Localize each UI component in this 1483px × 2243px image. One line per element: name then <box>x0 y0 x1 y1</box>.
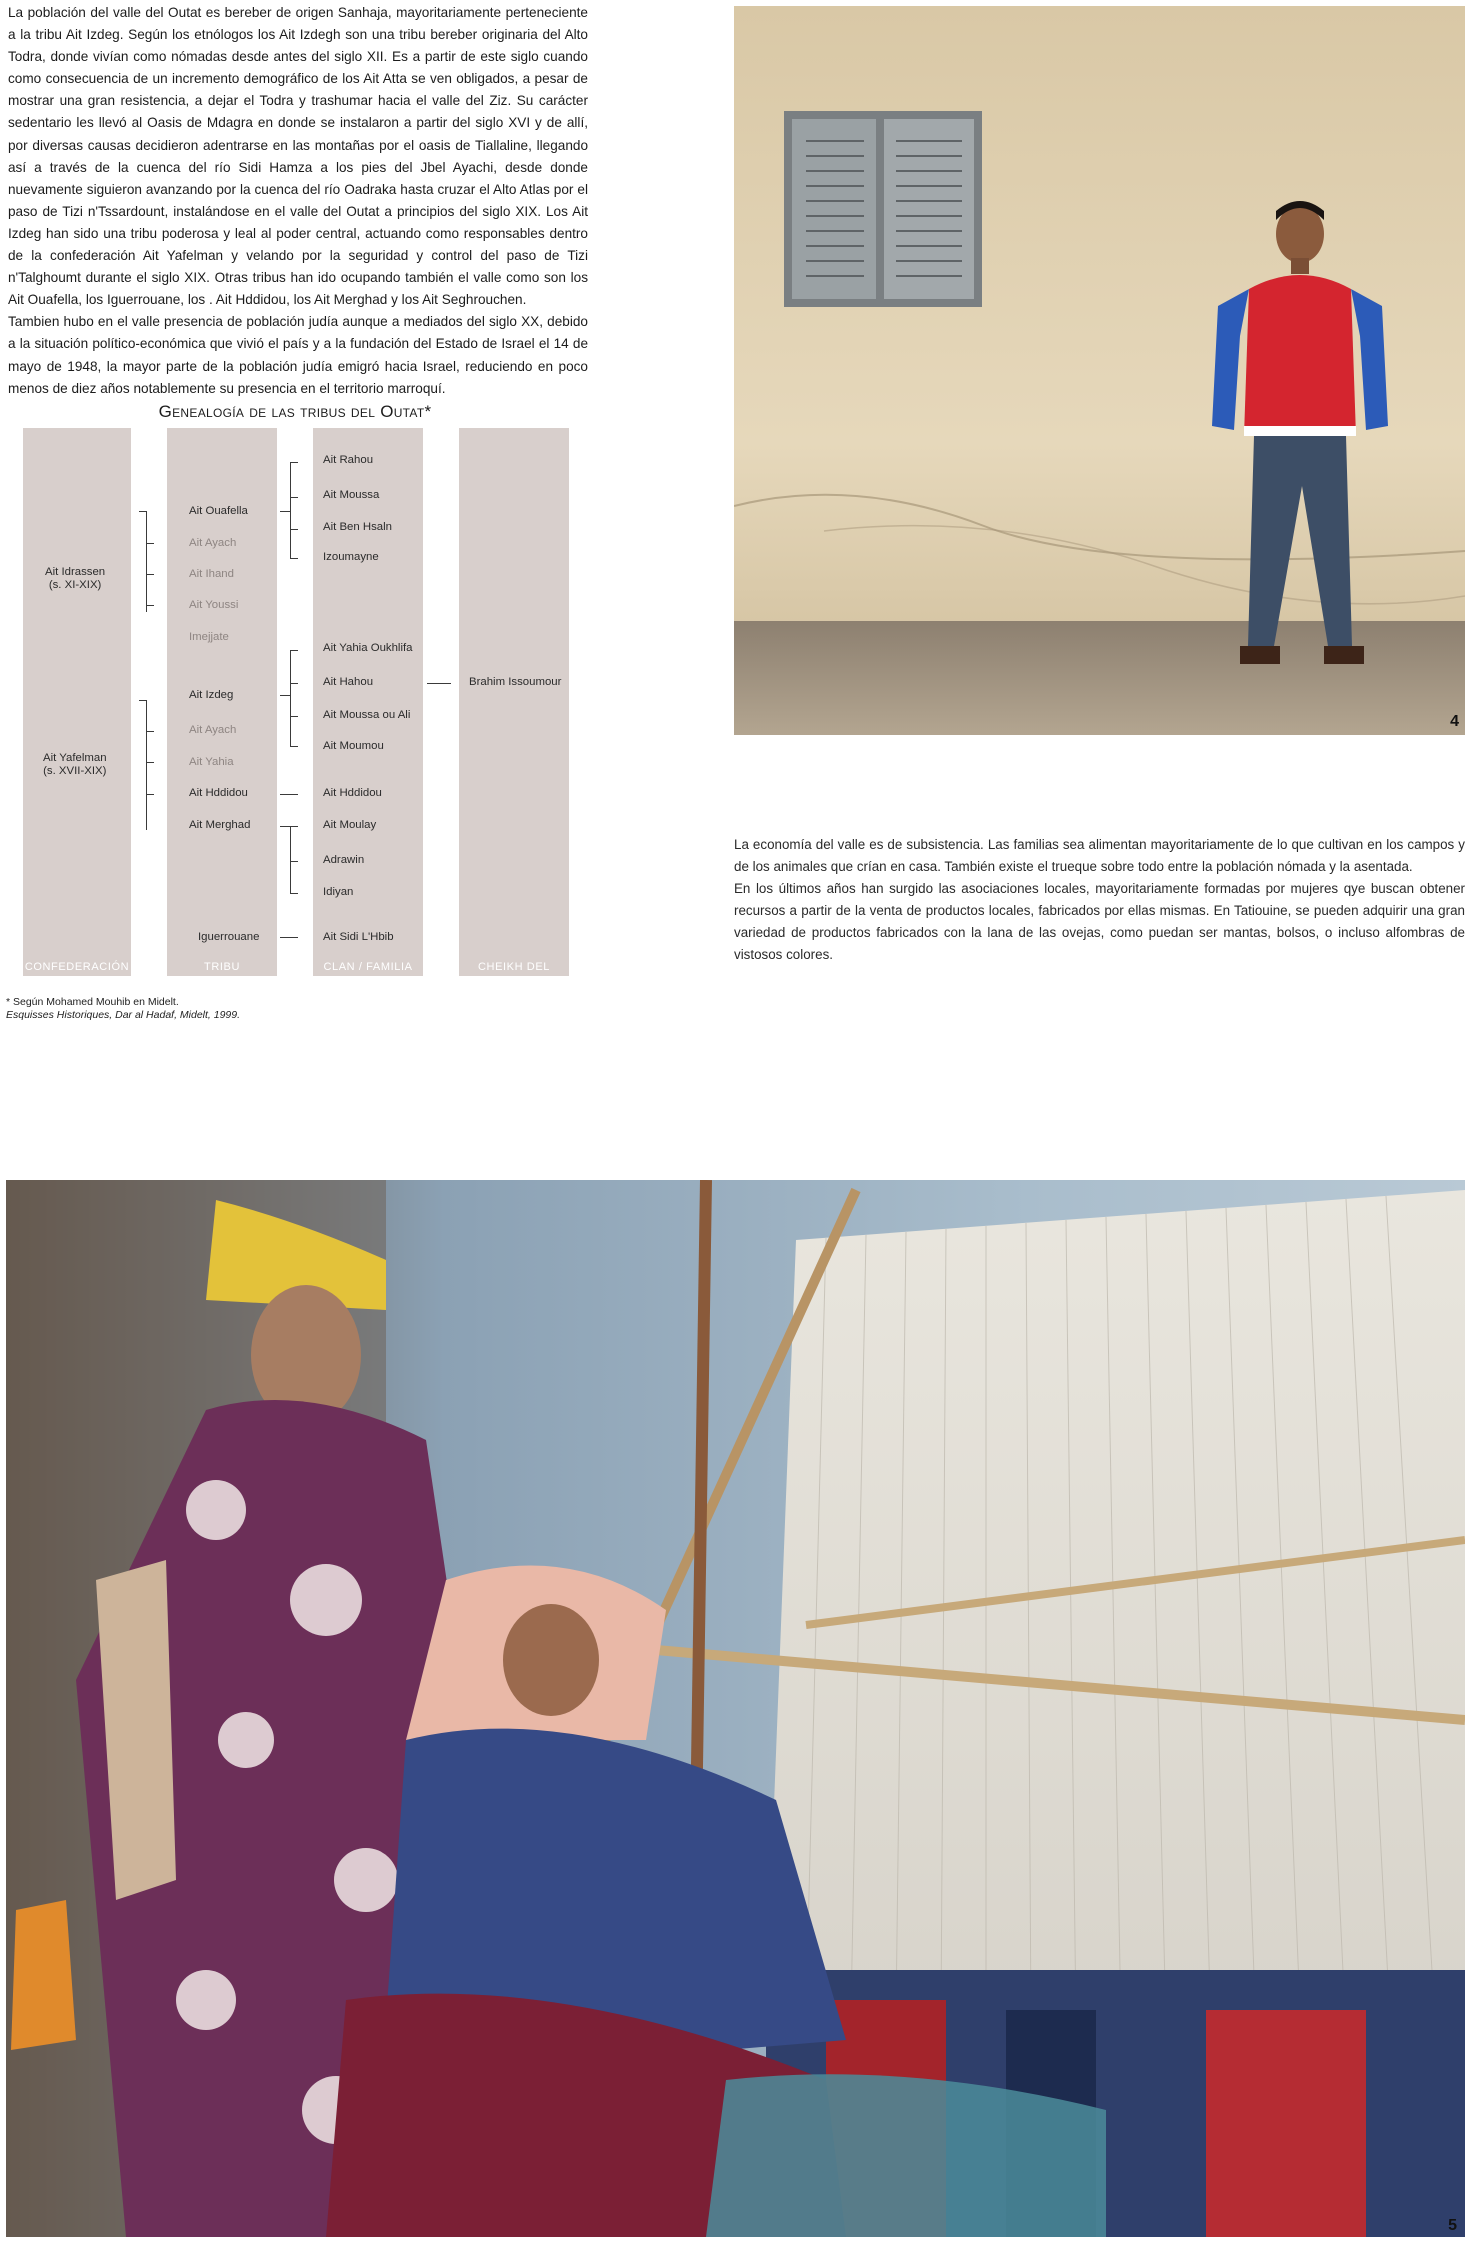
portrait-photo-image <box>734 6 1465 735</box>
intro-paragraph-1: La población del valle del Outat es bereber de origen Sanhaja, mayoritariamente perteneciente a la tribu Ait Izdeg. Según los etnólogos los Ait Izdegh son una tribu bereber originaria del Alto Todra, donde vivían como nómadas desde antes del siglo XII. Es a partir de este siglo cuando como consecuencia de un incremento demográfico de los Ait Atta se ven obligados, a pesar de mostrar una gran resistencia, a dejar el Todra y trashumar hacia el valle del Ziz. Su carácter sedentario les llevó al Oasis de Mdagra en donde se instalaron a partir del siglo XVI y de allí, por diversas causas decidieron adentrarse en las montañas por el oasis de Tiallaline, llegando así a través de la cuenca del río Sidi Hamza a los pies del Jbel Ayachi, desde donde nuevamente siguieron avanzando por la cuenca del río Oadraka hasta cruzar el Alto Atlas por el paso de Tizi n'Tssardount, instalándose en el valle del Outat a principios del siglo XIX. Los Ait Izdeg han sido una tribu poderosa y leal al poder central, actuando como responsables dentro de la confederación Ait Yafelman y velando por la seguridad y control del paso de Tizi n'Talghoumt durante el siglo XIX. Otras tribus han ido ocupando también el valle como son los Ait Ouafella, los Iguerrouane, los . Ait Hddidou, los Ait Merghad y los Ait Seghrouchen. <box>8 5 588 308</box>
footnote-line: * Según Mohamed Mouhib en Midelt. <box>6 996 179 1008</box>
connector-line <box>280 511 290 512</box>
weaving-photo <box>6 1180 1465 2237</box>
clan-item: Ait Hddidou <box>323 787 382 799</box>
column-label: CLAN / FAMILIA <box>323 961 413 973</box>
connector-line <box>290 497 298 498</box>
connector-line <box>290 893 298 894</box>
connector-line <box>290 861 298 862</box>
confederation-item: Ait Idrassen (s. XI-XIX) <box>45 566 106 591</box>
connector-line <box>290 826 291 893</box>
connector-line <box>427 683 451 684</box>
tribe-item: Ait Ayach <box>189 724 237 736</box>
connector-line <box>290 746 298 747</box>
portrait-photo <box>734 6 1465 735</box>
connector-line <box>290 683 298 684</box>
clan-item: Ait Yahia Oukhlifa <box>323 642 413 654</box>
clan-item: Ait Ben Hsaln <box>323 521 393 533</box>
connector-line <box>280 794 298 795</box>
connector-line <box>146 731 154 732</box>
tribe-item: Ait Ouafella <box>189 505 248 517</box>
economy-paragraph-1: La economía del valle es de subsistencia. Las familias sea alimentan mayoritariamente de lo que cultivan en los campos y de los animales que crían en casa. También existe el trueque sobre todo entre la población nómada y la asentada. <box>734 837 1465 874</box>
footnote-citation: Esquisses Historiques, Dar al Hadaf, Midelt, 1999. <box>6 1009 241 1021</box>
connector-line <box>290 650 298 651</box>
tribe-item: Ait Yahia <box>189 756 234 768</box>
clan-item: Ait Rahou <box>323 454 374 466</box>
connector-line <box>290 462 298 463</box>
intro-text <box>8 2 588 400</box>
page-number: 5 <box>1448 2217 1457 2234</box>
connector-line <box>146 762 154 763</box>
confederation-item: Ait Yafelman (s. XVII-XIX) <box>43 752 107 777</box>
connector-line <box>146 543 154 544</box>
connector-line <box>290 462 291 559</box>
connector-line <box>139 700 147 701</box>
column-label: CHEIKH DEL OUTAT <box>477 961 551 990</box>
clan-item: Adrawin <box>323 854 365 866</box>
clan-item: Idiyan <box>323 886 354 898</box>
connector-line <box>290 529 298 530</box>
clan-item: Ait Moumou <box>323 740 384 752</box>
economy-text <box>734 834 1465 966</box>
column-cheikh <box>459 428 569 990</box>
column-label: TRIBU <box>204 961 240 973</box>
clan-item: Ait Hahou <box>323 676 374 688</box>
connector-line <box>280 826 298 827</box>
clan-item: Ait Moussa <box>323 489 380 501</box>
connector-line <box>290 558 298 559</box>
column-label: CONFEDERACIÓN <box>24 961 130 973</box>
connector-line <box>290 716 298 717</box>
tribe-item: Ait Ihand <box>189 568 234 580</box>
connector-line <box>280 937 298 938</box>
clan-item: Izoumayne <box>323 551 379 563</box>
connector-line <box>146 605 154 606</box>
cheikh-item: Brahim Issoumour <box>469 676 562 688</box>
connector-line <box>146 511 147 612</box>
genealogy-title: Genealogía de las tribus del Outat* <box>158 402 432 421</box>
clan-item: Ait Moussa ou Ali <box>323 709 411 721</box>
page-number: 4 <box>1450 713 1459 730</box>
column-confederacion <box>23 428 131 976</box>
weaving-photo-image <box>6 1180 1465 2237</box>
economy-paragraph-2: En los últimos años han surgido las asociaciones locales, mayoritariamente formadas por mujeres qye buscan obtener recursos a partir de la venta de productos locales, fabricados por ellas mismas. En Tatiouine, se pueden adquirir una gran variedad de productos fabricados con la lana de las ovejas, como puedan ser mantas, bolsos, o incluso alfombras de vistosos colores. <box>734 881 1465 962</box>
tribe-item: Ait Ayach <box>189 537 237 549</box>
tribe-item: Imejjate <box>189 631 229 643</box>
connector-line <box>146 700 147 830</box>
clan-item: Ait Sidi L'Hbib <box>323 931 394 943</box>
genealogy-footnote <box>6 996 240 1022</box>
connector-line <box>146 574 154 575</box>
intro-paragraph-2: Tambien hubo en el valle presencia de población judía aunque a mediados del siglo XX, debido a la situación político-económica que vivió el país y a la fundación del Estado de Israel el 14 de mayo de 1948, la mayor parte de la población judía emigró hacia Israel, reduciendo en poco menos de diez años notablemente su presencia en el territorio marroquí. <box>8 314 588 396</box>
tribe-item: Ait Hddidou <box>189 787 248 799</box>
connector-line <box>290 650 291 747</box>
connector-line <box>146 794 154 795</box>
tribe-item: Ait Merghad <box>189 819 251 831</box>
clan-item: Ait Moulay <box>323 819 377 831</box>
connector-line <box>139 511 147 512</box>
tribe-item: Ait Izdeg <box>189 689 234 701</box>
connector-line <box>280 695 290 696</box>
tribe-item: Iguerrouane <box>198 931 260 943</box>
tribe-item: Ait Youssi <box>189 599 239 611</box>
